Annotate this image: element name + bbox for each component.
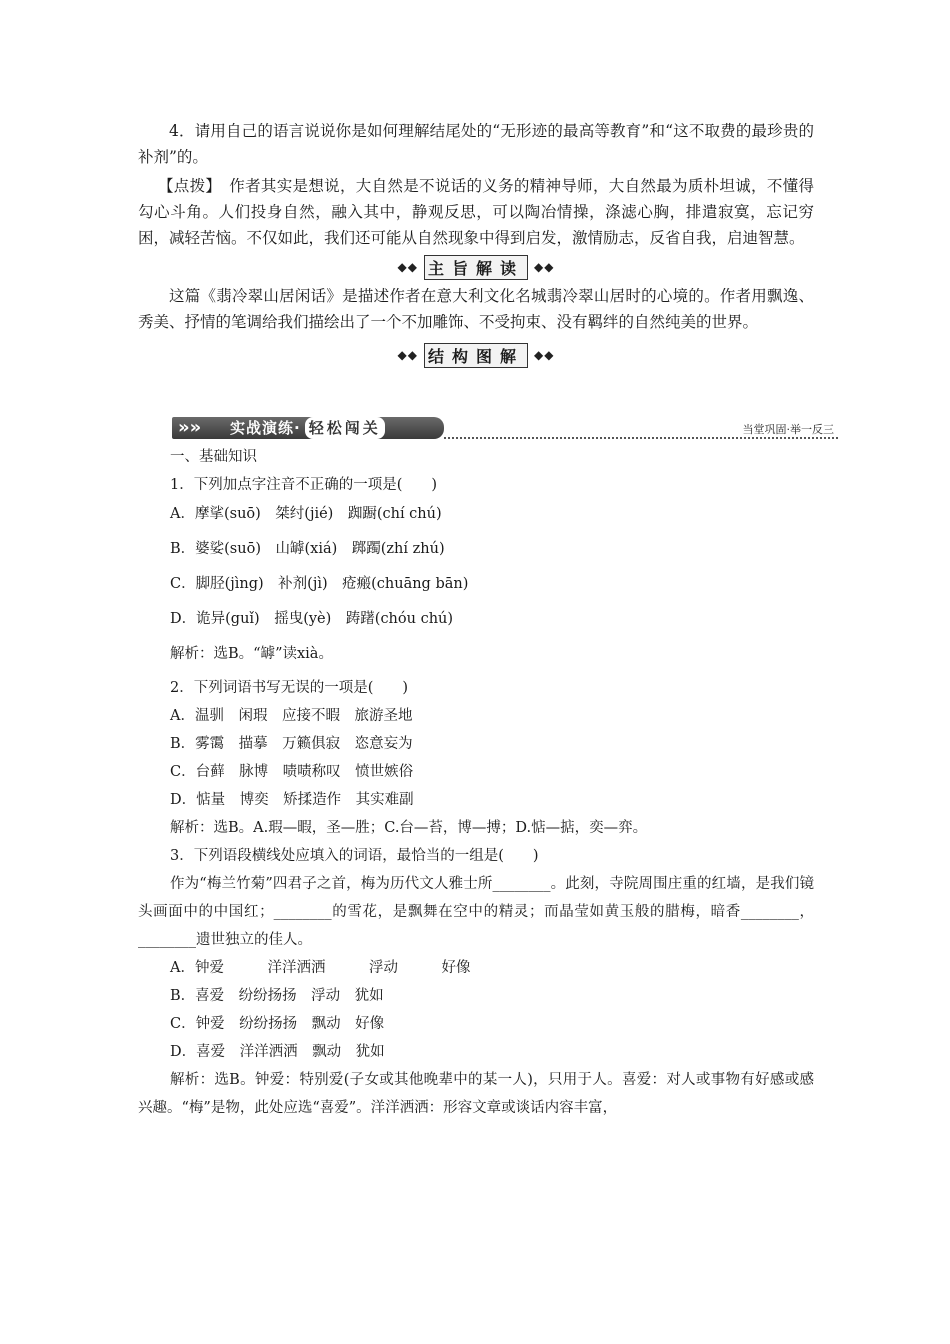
- q1-option-d: D．诡异(guǐ) 摇曳(yè) 踌躇(chóu chú): [170, 611, 454, 627]
- q3-option-d: D．喜爱 洋洋洒洒 飘动 犹如: [170, 1044, 385, 1060]
- banner-divider: [444, 437, 838, 439]
- hint-paragraph: 【点拨】 作者其实是想说，大自然是不说话的义务的精神导师，大自然最为质朴坦诚，不懂得勾心斗角。人们投身自然，融入其中，静观反思，可以陶冶情操，涤滤心胸，排遣寂寞，忘记穷困，减轻苦恼。不仅如此，我们还可能从自然现象中得到启发，激情励志，反省自我，启迪智慧。: [138, 177, 814, 247]
- exercise-heading: 一、基础知识: [170, 449, 257, 465]
- banner-title: 实战演练· 轻松闯关: [230, 417, 385, 439]
- section-header-structure: [138, 343, 814, 367]
- q1-option-b: B．婆娑(suō) 山罅(xiá) 踯躅(zhí zhú): [170, 541, 445, 557]
- q2-option-c: C．台藓 脉博 啧啧称叹 愤世嫉俗: [170, 764, 414, 780]
- q3-option-a: A．钟爱 洋洋洒洒 浮动 好像: [170, 960, 471, 976]
- q2-option-b: B．雾霭 描摹 万籁俱寂 恣意妄为: [170, 736, 413, 752]
- q2-option-a: A．温驯 闲瑕 应接不暇 旅游圣地: [170, 708, 413, 724]
- q2-answer: 解析：选B。A.瑕—暇，圣—胜；C.台—苔，博—搏；D.惦—掂，奕—弈。: [170, 820, 648, 836]
- double-chevron-icon: »»: [178, 417, 202, 438]
- q2-stem: 2．下列词语书写无误的一项是( ): [170, 680, 409, 696]
- diamond-left-icon: ◆◆: [397, 348, 418, 362]
- q1-answer: 解析：选B。“罅”读xià。: [170, 646, 333, 662]
- q3-stem: 3．下列语段横线处应填入的词语，最恰当的一组是( ): [170, 848, 539, 864]
- question-4: 4．请用自己的语言说说你是如何理解结尾处的“无形迹的最高等教育”和“这不取费的最珍贵的补剂”的。: [138, 122, 814, 166]
- diamond-left-icon: ◆◆: [397, 260, 418, 274]
- practice-banner: [138, 417, 834, 443]
- page-content: [138, 118, 834, 1122]
- q3-answer: 解析：选B。钟爱：特别爱(子女或其他晚辈中的某一人)，只用于人。喜爱：对人或事物有好感或感兴趣。“梅”是物，此处应选“喜爱”。洋洋洒洒：形容文章或谈话内容丰富，: [138, 1072, 814, 1116]
- q1-option-c: C．脚胫(jìng) 补剂(jì) 疮瘢(chuāng bān): [170, 576, 469, 592]
- q1-stem: 1．下列加点字注音不正确的一项是( ): [170, 477, 438, 493]
- diamond-right-icon: ◆◆: [534, 260, 555, 274]
- section-title-structure: 结构图解: [424, 343, 528, 368]
- q3-option-b: B．喜爱 纷纷扬扬 浮动 犹如: [170, 988, 384, 1004]
- q2-option-d: D．惦量 博奕 矫揉造作 其实难副: [170, 792, 414, 808]
- section-title-main-idea: 主旨解读: [424, 255, 528, 280]
- section-header-main-idea: [138, 255, 814, 279]
- q3-option-c: C．钟爱 纷纷扬扬 飘动 好像: [170, 1016, 385, 1032]
- q1-option-a: A．摩挲(suō) 桀纣(jié) 踟蹰(chí chú): [170, 506, 442, 522]
- diamond-right-icon: ◆◆: [534, 348, 555, 362]
- banner-subtitle: 当堂巩固·举一反三: [742, 423, 834, 436]
- q3-passage: 作为“梅兰竹菊”四君子之首，梅为历代文人雅士所________。此刻，寺院周围庄重的红墙，是我们镜头画面中的中国红；________的雪花，是飘舞在空中的精灵；而晶莹如黄玉般的腊梅，暗香________，________遗世独立的佳人。: [138, 876, 814, 948]
- main-idea-text: 这篇《翡冷翠山居闲话》是描述作者在意大利文化名城翡冷翠山居时的心境的。作者用飘逸、秀美、抒情的笔调给我们描绘出了一个不加雕饰、不受拘束、没有羁绊的自然纯美的世界。: [138, 287, 814, 331]
